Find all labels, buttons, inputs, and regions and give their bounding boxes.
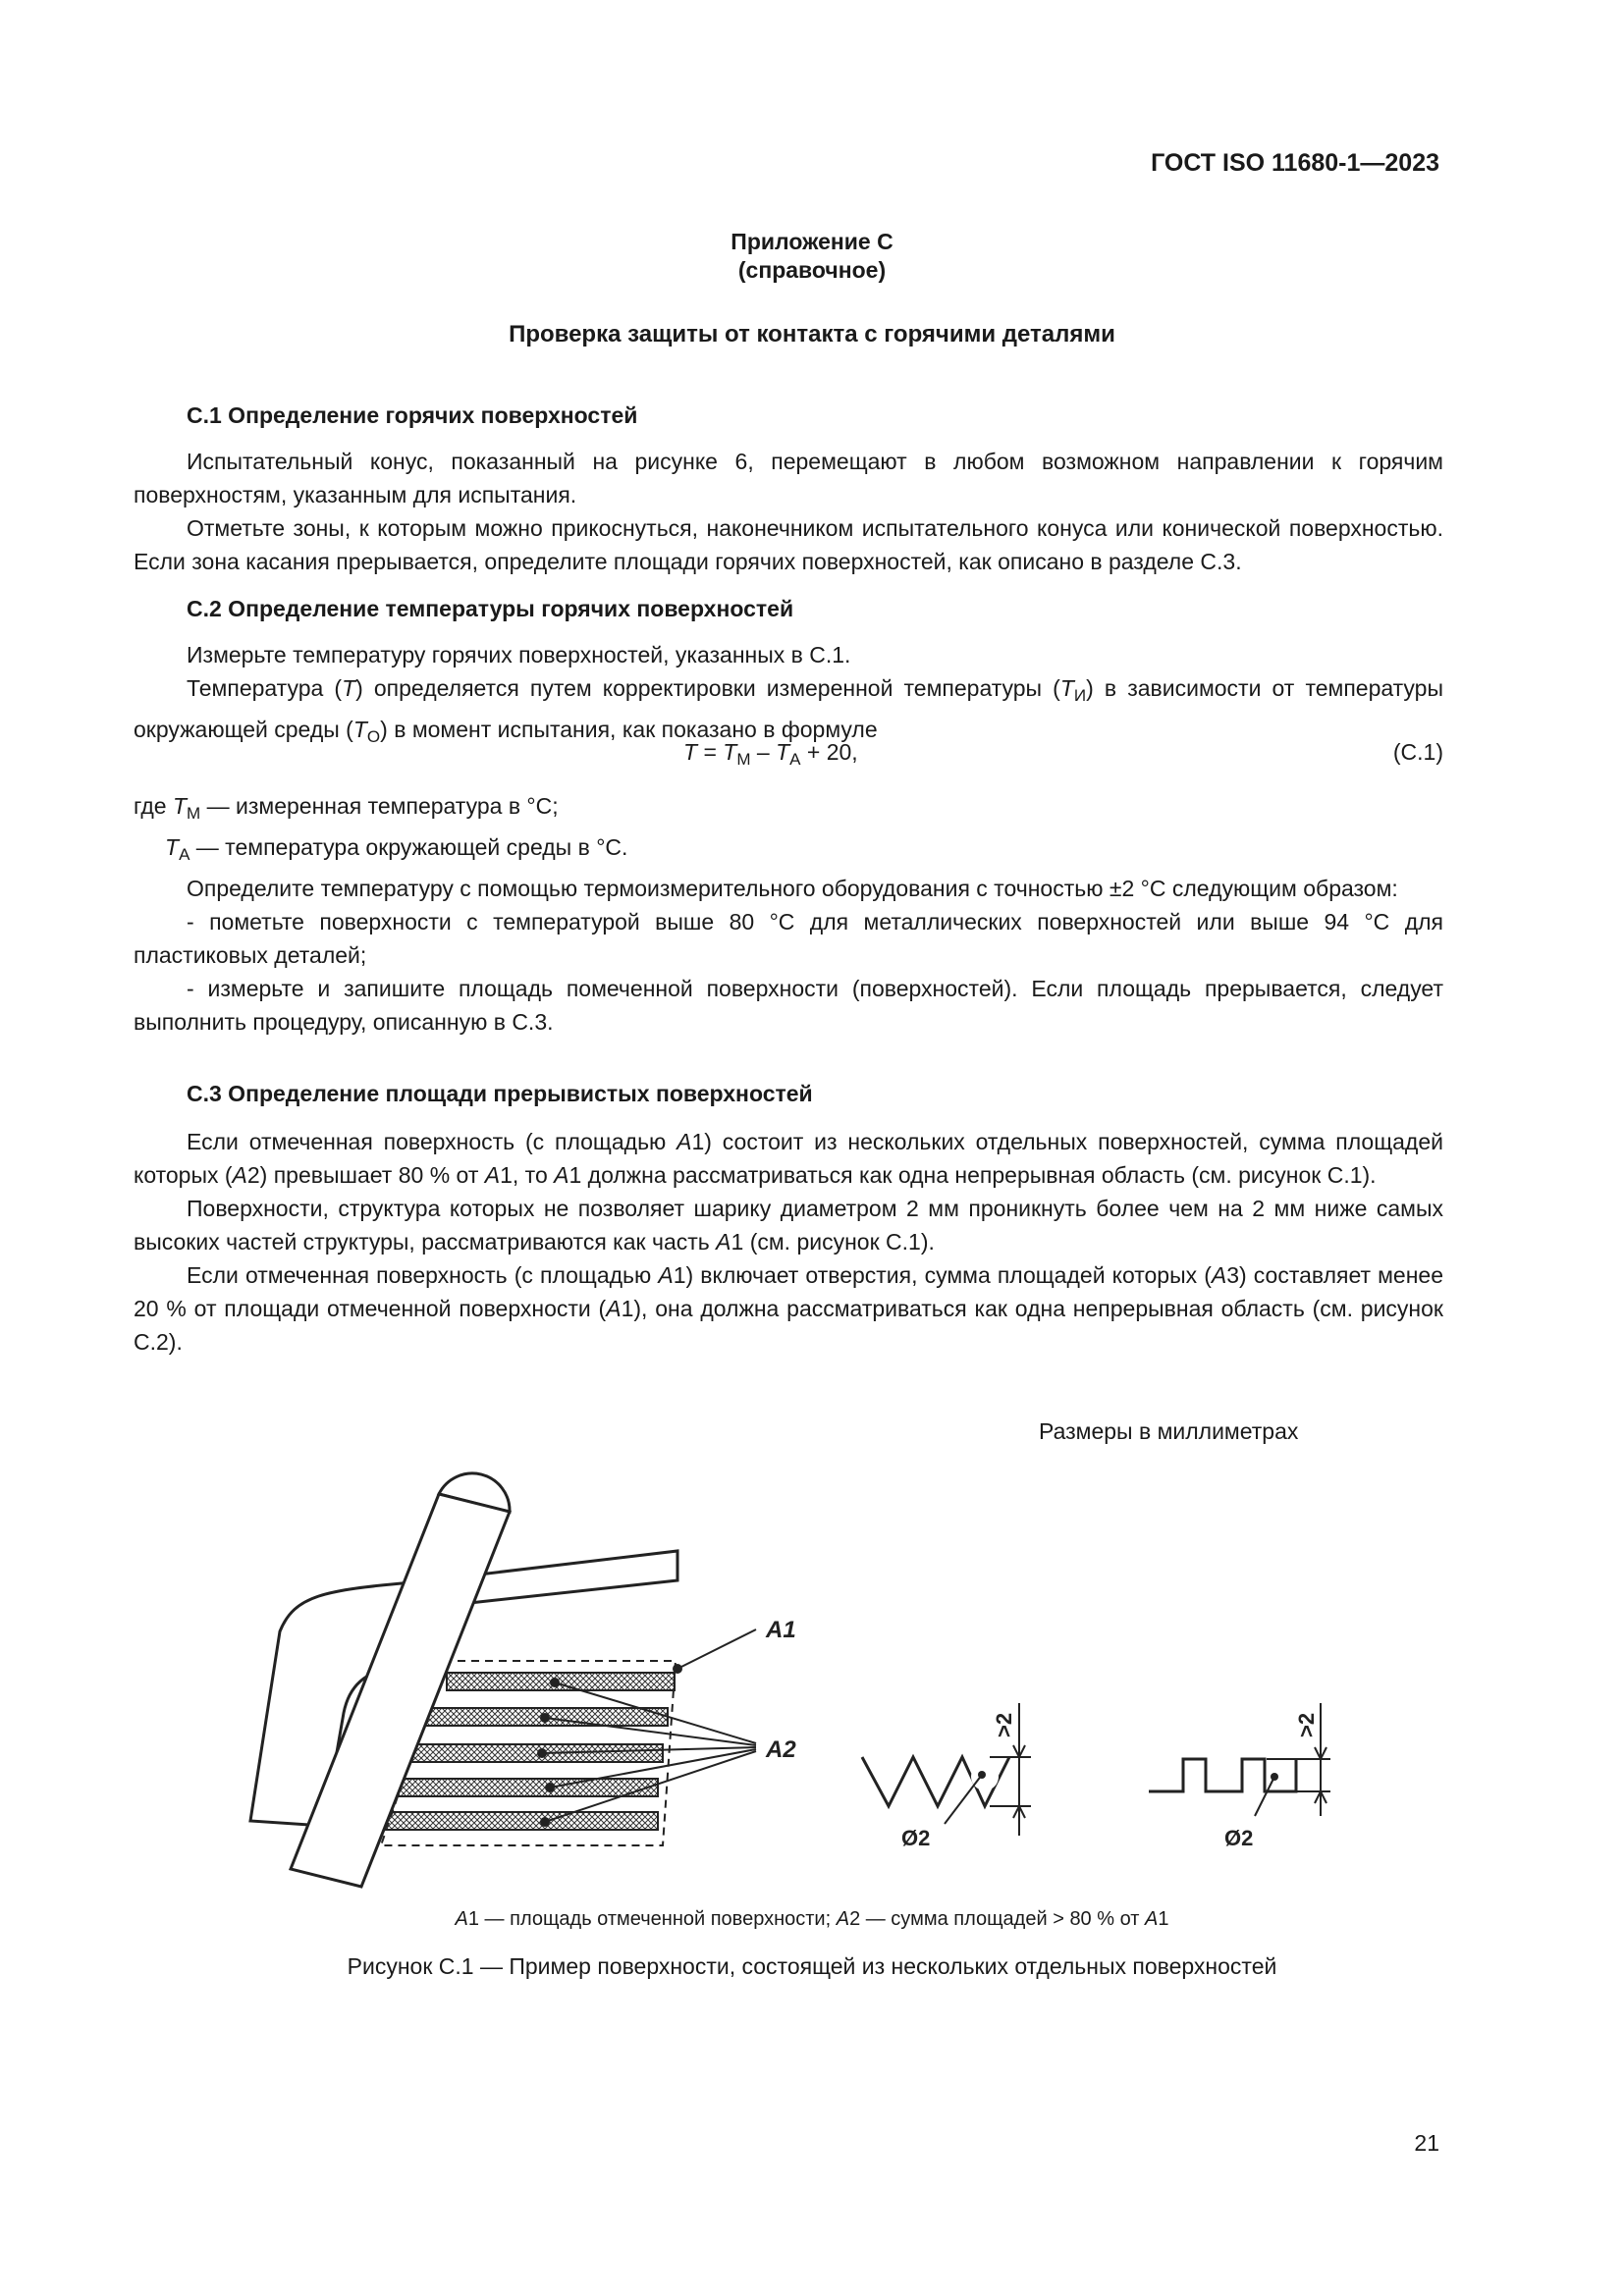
- c1-paragraph-1: Испытательный конус, показанный на рисунке 6, перемещают в любом возможном направлении к горячим поверхностям, указанным для испытания.: [134, 449, 1443, 507]
- dimensions-note: Размеры в миллиметрах: [1039, 1418, 1299, 1444]
- c2-paragraph-2: Температура (T) определяется путем корректировки измеренной температуры $(T_И)$ в зависимости от температуры окружающей среды $(T_О)$ в момент испытания, как показано в формуле: [134, 675, 1443, 746]
- document-header: ГОСТ ISO 11680-1—2023: [1151, 149, 1439, 177]
- c3-paragraph-3: Если отмеченная поверхность (с площадью A1) включает отверстия, сумма площадей которых (A3) составляет менее 20 % от площади отмеченной поверхности (A1), она должна рассматриваться как одна непрерывная область (см. рисунок С.2).: [134, 1262, 1444, 1355]
- label-a1: A1: [766, 1617, 796, 1643]
- page-number: 21: [1414, 2130, 1439, 2156]
- zigzag-center-dot: [978, 1771, 986, 1779]
- strip-1: [447, 1673, 675, 1690]
- annex-title: Приложение С: [731, 229, 893, 254]
- strip-3: [407, 1744, 663, 1762]
- section-c2-title: С.2 Определение температуры горячих поверхностей: [187, 596, 794, 621]
- zigzag-depth-label: >2: [992, 1712, 1016, 1737]
- formula-number: (С.1): [1392, 739, 1443, 765]
- square-wave-center-dot: [1271, 1773, 1278, 1781]
- c2-list-item-2: - измерьте и запишите площадь помеченной поверхности (поверхностей). Если площадь прерывается, следует выполнить процедуру, описанную в С.3.: [134, 976, 1443, 1035]
- square-wave-depth-label: >2: [1294, 1712, 1319, 1737]
- c3-paragraph-2: Поверхности, структура которых не позволяет шарику диаметром 2 мм проникнуть более чем на 2 мм ниже самых высоких частей структуры, рассматриваются как часть A1 (см. рисунок С.1).: [134, 1196, 1443, 1255]
- where-line-1: где $T_M$ — измеренная температура в °С;: [134, 793, 559, 823]
- strip-5: [385, 1812, 658, 1830]
- strip-4: [398, 1779, 658, 1796]
- where-line-2: $T_A$ — температура окружающей среды в °С.: [165, 834, 628, 864]
- zigzag-diameter-label: Ø2: [901, 1826, 931, 1850]
- c2-paragraph-3: Определите температуру с помощью термоизмерительного оборудования с точностью ±2 °С следующим образом:: [187, 876, 1398, 901]
- figure-legend: A1 — площадь отмеченной поверхности; A2 — сумма площадей > 80 % от A1: [455, 1908, 1169, 1930]
- main-title: Проверка защиты от контакта с горячими деталями: [509, 321, 1115, 347]
- section-c1-title: С.1 Определение горячих поверхностей: [187, 402, 638, 428]
- c3-paragraph-1: Если отмеченная поверхность (с площадью A1) состоит из нескольких отдельных поверхностей, сумма площадей которых (A2) превышает 80 % от A1, то A1 должна рассматриваться как одна непрерывная область (см. рисунок С.1).: [134, 1129, 1443, 1188]
- c2-paragraph-1: Измерьте температуру горячих поверхностей, указанных в С.1.: [187, 642, 851, 667]
- c1-paragraph-2: Отметьте зоны, к которым можно прикоснуться, наконечником испытательного конуса или конической поверхностью. Если зона касания прерывается, определите площади горячих поверхностей, как описано в разделе С.3.: [134, 515, 1443, 574]
- square-wave-diameter-label: Ø2: [1224, 1826, 1254, 1850]
- label-a2: A2: [766, 1736, 796, 1763]
- annex-kind: (справочное): [737, 257, 887, 283]
- formula-expression: $T = T_M - T_A + 20$,: [683, 739, 858, 769]
- figure-caption: Рисунок С.1 — Пример поверхности, состоящей из нескольких отдельных поверхностей: [347, 1953, 1277, 1979]
- c2-list-item-1: - пометьте поверхности с температурой выше 80 °С для металлических поверхностей или выше 94 °С для пластиковых деталей;: [134, 909, 1443, 968]
- section-c3-title: С.3 Определение площади прерывистых поверхностей: [187, 1081, 813, 1106]
